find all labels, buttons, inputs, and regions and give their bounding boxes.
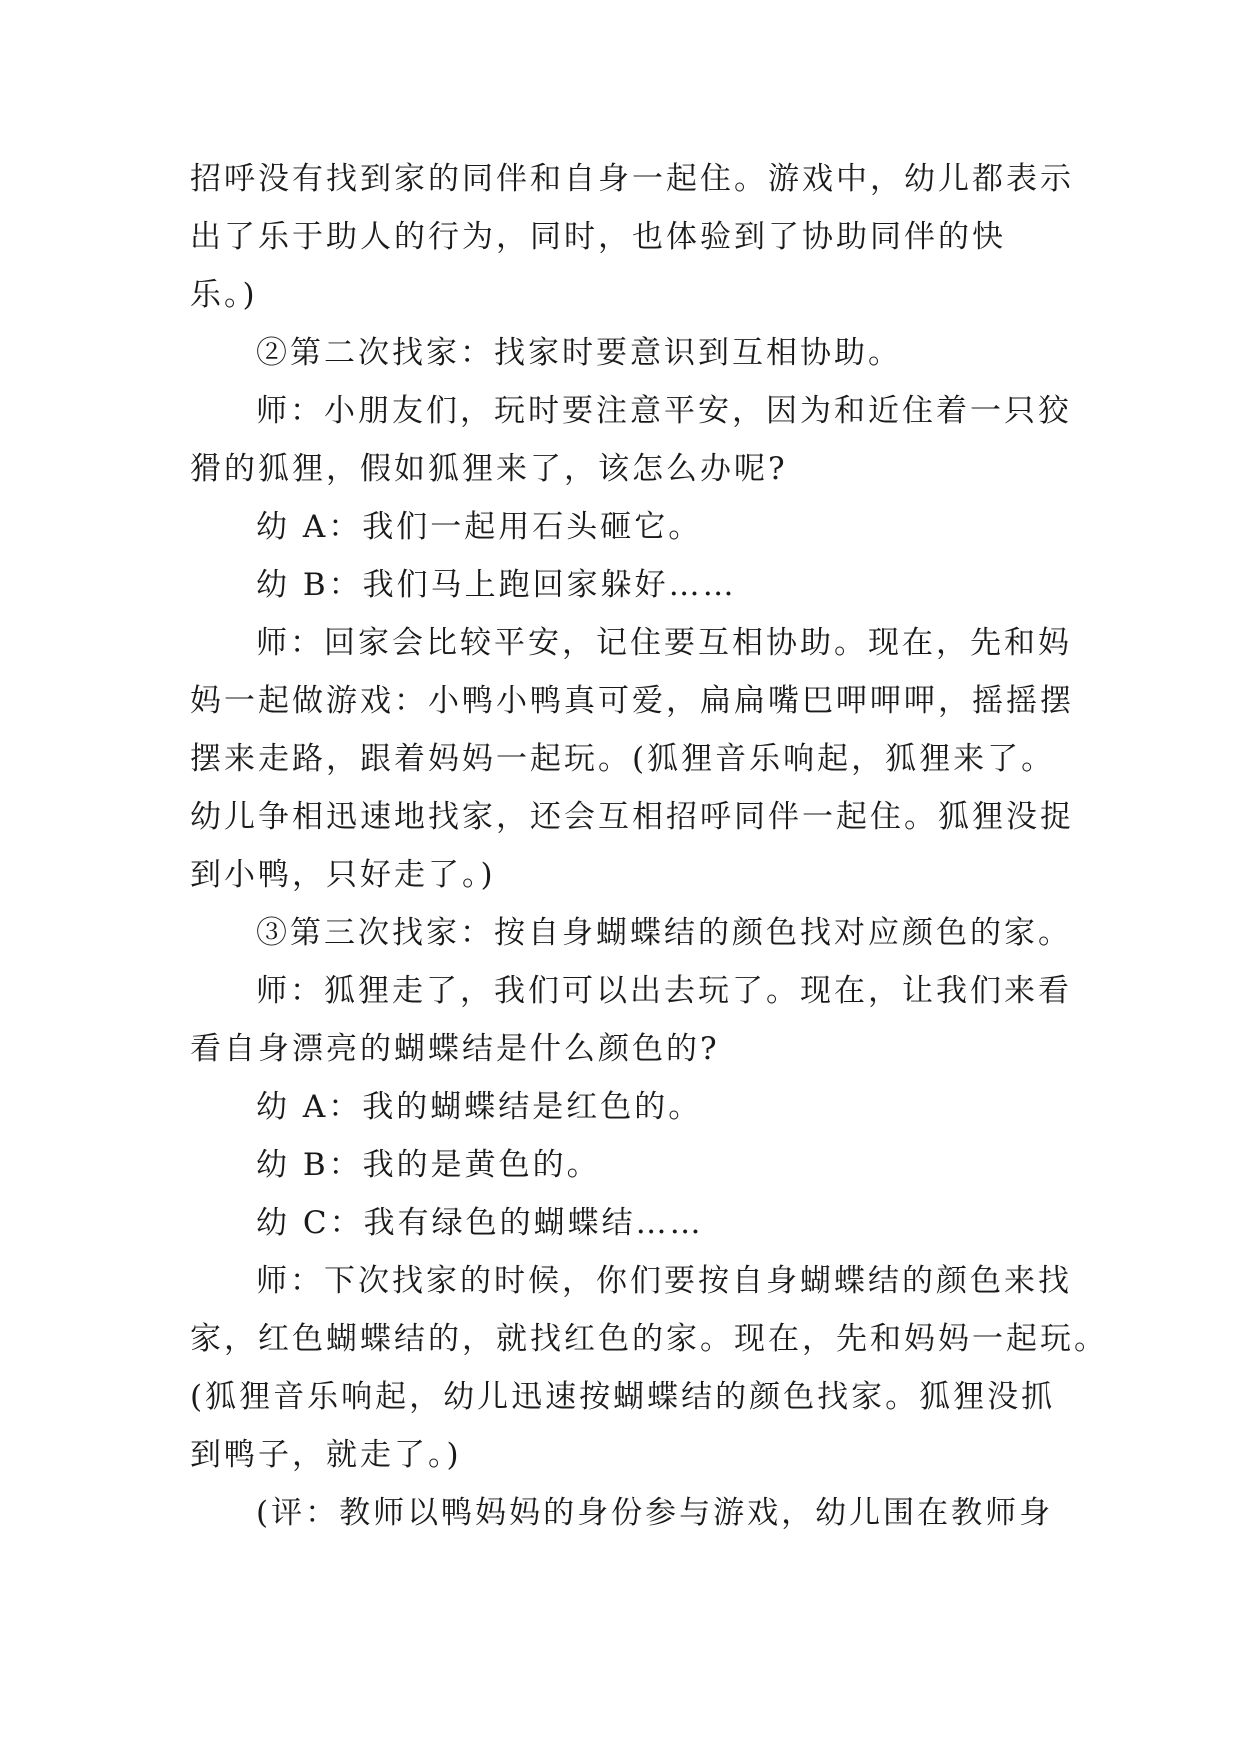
text-line: 幼 A：我的蝴蝶结是红色的。 xyxy=(256,1089,703,1125)
text-line: 乐。) xyxy=(190,277,258,313)
text-line: 幼 B：我们马上跑回家躲好…… xyxy=(256,567,737,603)
text-line: 看自身漂亮的蝴蝶结是什么颜色的? xyxy=(190,1031,720,1067)
document-body xyxy=(190,150,1108,1542)
text-line: 师：回家会比较平安，记住要互相协助。现在，先和妈 xyxy=(256,625,1072,661)
text-line: ③第三次找家：按自身蝴蝶结的颜色找对应颜色的家。 xyxy=(256,915,1072,951)
text-line: 师：小朋友们，玩时要注意平安，因为和近住着一只狡 xyxy=(256,393,1072,429)
text-line: 师：狐狸走了，我们可以出去玩了。现在，让我们来看 xyxy=(256,973,1072,1009)
text-line: 家，红色蝴蝶结的，就找红色的家。现在，先和妈妈一起玩。 xyxy=(190,1321,1108,1357)
text-line: 到鸭子，就走了。) xyxy=(190,1437,462,1473)
text-line: 妈一起做游戏：小鸭小鸭真可爱，扁扁嘴巴呷呷呷，摇摇摆 xyxy=(190,683,1074,719)
text-line: 招呼没有找到家的同伴和自身一起住。游戏中，幼儿都表示 xyxy=(190,161,1074,197)
text-line: 摆来走路，跟着妈妈一起玩。(狐狸音乐响起，狐狸来了。 xyxy=(190,741,1056,777)
text-line: 师：下次找家的时候，你们要按自身蝴蝶结的颜色来找 xyxy=(256,1263,1072,1299)
text-line: 幼 C：我有绿色的蝴蝶结…… xyxy=(256,1205,704,1241)
text-line: 幼 A：我们一起用石头砸它。 xyxy=(256,509,703,545)
text-line: 到小鸭，只好走了。) xyxy=(190,857,496,893)
text-line: 猾的狐狸，假如狐狸来了，该怎么办呢? xyxy=(190,451,788,487)
text-line: 出了乐于助人的行为，同时，也体验到了协助同伴的快 xyxy=(190,219,1006,255)
text-line: 幼 B：我的是黄色的。 xyxy=(256,1147,601,1183)
text-line: ②第二次找家：找家时要意识到互相协助。 xyxy=(256,335,902,371)
text-line: (狐狸音乐响起，幼儿迅速按蝴蝶结的颜色找家。狐狸没抓 xyxy=(190,1379,1056,1415)
text-line: (评：教师以鸭妈妈的身份参与游戏，幼儿围在教师身 xyxy=(256,1495,1054,1531)
text-line: 幼儿争相迅速地找家，还会互相招呼同伴一起住。狐狸没捉 xyxy=(190,799,1074,835)
